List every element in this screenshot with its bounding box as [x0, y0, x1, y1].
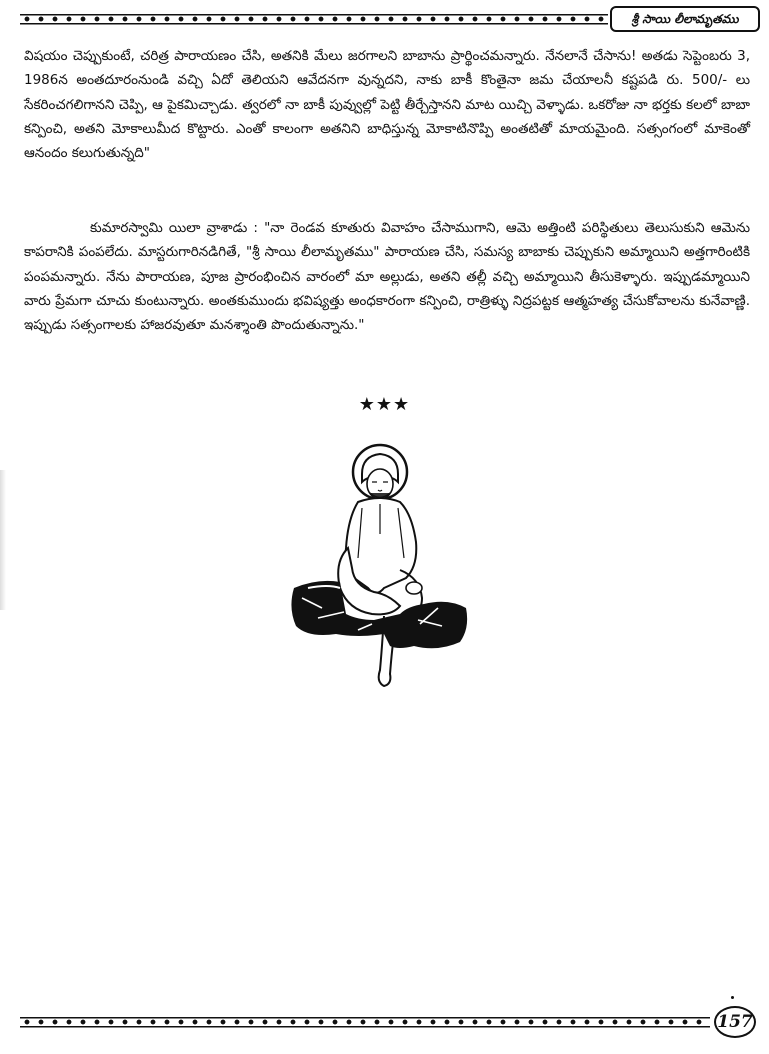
paragraph-2-text: కుమారస్వామి యిలా వ్రాశాడు : "నా రెండవ కూతురు వివాహం చేసాముగాని, ఆమె అత్తింటి పరిస్థితులు తెలుసుకుని ఆమెను కాపరానికి పంపలేదు. మాస్టరుగారినడిగితే, "శ్రీ సాయి లీలామృతము" పారాయణ చేసి, సమస్య బాబాకు చెప్పుకుని అమ్మాయిని అత్తగారింటికి పంపమన్నారు. నేను పారాయణ, పూజ ప్రారంభించిన వారంలో మా అల్లుడు, అతని తల్లీ వచ్చి అమ్మాయిని తీసుకెళ్ళారు. ఇప్పుడమ్మాయిని వారు ప్రేమగా చూచు కుంటున్నారు. అంతకుముందు భవిష్యత్తు అంధకారంగా కన్పించి, రాత్రిళ్ళు నిద్రపట్టక ఆత్మహత్య చేసుకోవాలను కునేవాణ్ణి. ఇప్పుడు సత్సంగాలకు హాజరవుతూ మనశ్శాంతి పొందుతున్నాను.": [24, 220, 750, 334]
paragraph-1-text: విషయం చెప్పుకుంటే, చరిత్ర పారాయణం చేసి, అతనికి మేలు జరగాలని బాబాను ప్రార్థించమన్నారు. నేనలానే చేసాను! అతడు సెప్టెంబరు 3, 1986న అంతదూరంనుండి వచ్చి ఏదో తెలియని ఆవేదనగా వున్నదని, నాకు బాకీ కొంతైనా జమ చేయాలనీ కష్టపడి రు. 500/- లు సేకరించగలిగానని చెప్పి, ఆ పైకమిచ్చాడు. త్వరలో నా బాకీ పువ్వుల్లో పెట్టి తీర్చేస్తానని మాట యిచ్చి వెళ్ళాడు. ఒకరోజు నా భర్తకు కలలో బాబా కన్పించి, అతని మోకాలుమీద కొట్టారు. ఎంతో కాలంగా అతనిని బాధిస్తున్న మోకాటినొప్పి అంతటితో మాయమైంది. సత్సంగంలో మాకెంతో ఆనందం కలుగుతున్నది": [24, 48, 750, 162]
sai-baba-illustration: [288, 438, 472, 694]
paragraph-1: [24, 44, 750, 165]
paragraph-2: [24, 216, 750, 337]
section-separator-stars: ★★★: [358, 394, 411, 415]
page-number: 157: [714, 1006, 756, 1038]
footer-border-ornament: [20, 1015, 710, 1029]
scan-edge-shadow: [0, 470, 6, 610]
page-mark-dot: [731, 996, 734, 999]
book-title-header: శ్రీ సాయి లీలామృతము: [610, 6, 760, 32]
header-border-ornament: [20, 12, 608, 26]
